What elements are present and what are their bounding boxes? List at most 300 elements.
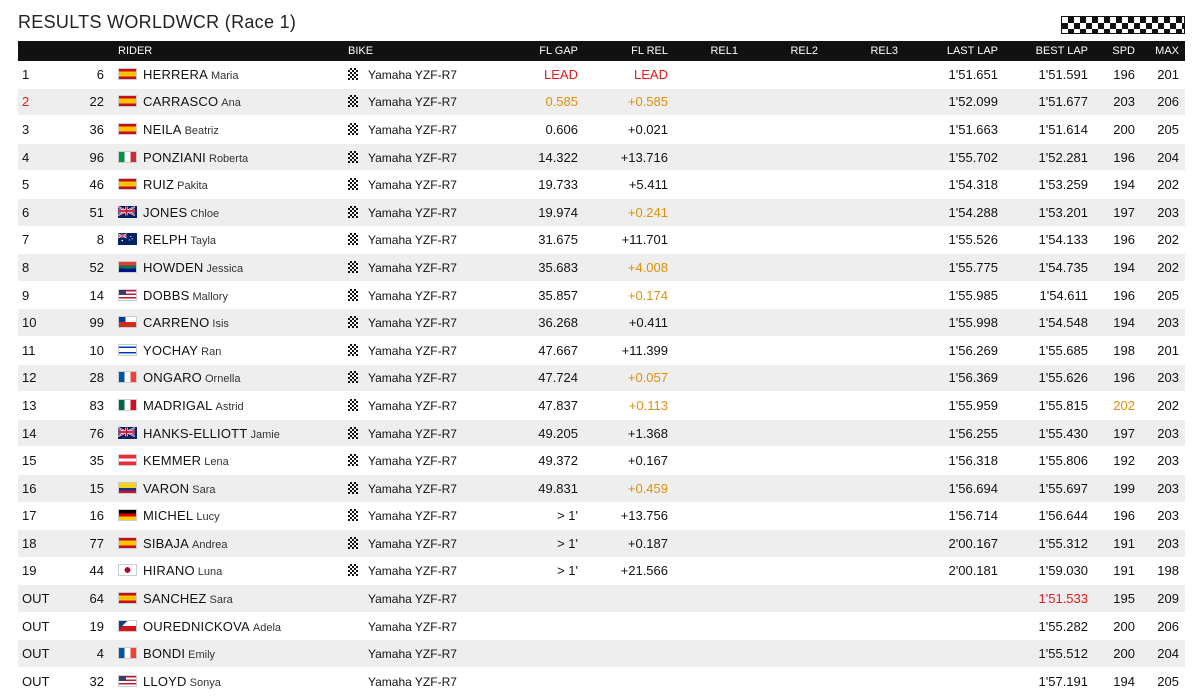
cell-rel1 <box>678 668 748 696</box>
cell-best-lap: 1'53.201 <box>1008 198 1098 226</box>
flag-de-icon <box>118 509 137 521</box>
flag-gb-icon <box>118 206 137 218</box>
checkered-flag-icon <box>348 454 358 466</box>
cell-rel3 <box>828 88 908 116</box>
table-row[interactable] <box>18 309 1185 337</box>
cell-position: 17 <box>22 508 37 524</box>
header-rel3: REL3 <box>828 41 908 61</box>
cell-fl-rel: +0.021 <box>627 121 668 137</box>
checkered-flag-icon <box>348 427 358 439</box>
header-spd: SPD <box>1098 41 1143 61</box>
table-row[interactable] <box>18 612 1185 640</box>
cell-bike <box>348 88 488 116</box>
cell-rel2 <box>748 254 828 282</box>
cell-number: 19 <box>89 618 104 634</box>
rider-surname: CARRENO <box>143 315 210 331</box>
cell-spd: 194 <box>1113 673 1135 689</box>
cell-rel3 <box>828 198 908 226</box>
cell-rel2 <box>748 612 828 640</box>
cell-fl-rel: +0.057 <box>588 364 678 392</box>
cell-spd: 194 <box>1113 177 1135 193</box>
cell-number: 99 <box>70 309 118 337</box>
cell-number: 4 <box>70 640 118 668</box>
cell-rider <box>118 116 348 144</box>
cell-fl-rel: +4.008 <box>588 254 678 282</box>
cell-position: 1 <box>22 66 30 82</box>
cell-rel3 <box>828 668 908 696</box>
flag-es-icon <box>118 68 137 80</box>
rider-surname: NEILA <box>143 121 182 137</box>
cell-fl-rel <box>588 612 678 640</box>
checkered-flag-icon <box>348 537 358 549</box>
header-best-lap: BEST LAP <box>1008 41 1098 61</box>
cell-rel2 <box>748 640 828 668</box>
table-row[interactable] <box>18 502 1185 530</box>
cell-best-lap: 1'55.685 <box>1038 342 1088 358</box>
cell-position: 3 <box>22 121 30 137</box>
table-row[interactable] <box>18 116 1185 144</box>
cell-rel2 <box>748 585 828 613</box>
cell-number: 8 <box>96 232 104 248</box>
cell-max: 203 <box>1143 474 1185 502</box>
cell-rel3 <box>828 309 908 337</box>
flag-it-icon <box>118 151 137 163</box>
rider-firstname: Mallory <box>192 290 228 303</box>
cell-bike <box>348 585 488 613</box>
table-row[interactable] <box>18 668 1185 696</box>
rider-firstname: Astrid <box>215 400 244 413</box>
cell-last-lap: 1'55.526 <box>948 232 998 248</box>
bike-model: Yamaha YZF-R7 <box>368 481 457 496</box>
cell-number: 52 <box>70 254 118 282</box>
cell-number: 51 <box>70 198 118 226</box>
cell-best-lap: 1'51.677 <box>1008 88 1098 116</box>
table-header-row <box>18 41 1185 61</box>
cell-position: 7 <box>22 232 30 248</box>
cell-rider <box>118 61 348 88</box>
cell-last-lap: 1'54.318 <box>948 177 998 193</box>
rider-surname: HANKS-ELLIOTT <box>143 425 248 441</box>
cell-fl-rel <box>588 640 678 668</box>
cell-best-lap: 1'51.614 <box>1038 121 1088 137</box>
table-row[interactable] <box>18 143 1185 171</box>
checkered-flag-icon <box>348 564 358 576</box>
cell-bike <box>348 143 488 171</box>
cell-best-lap: 1'51.533 <box>1008 585 1098 613</box>
cell-rel2 <box>748 668 828 696</box>
cell-fl-rel: +0.113 <box>628 397 668 413</box>
cell-bike <box>348 254 488 282</box>
checkered-flag-icon <box>348 316 358 328</box>
cell-fl-gap: 47.667 <box>538 342 578 358</box>
cell-best-lap: 1'57.191 <box>1038 673 1088 689</box>
cell-rel2 <box>748 88 828 116</box>
cell-rel2 <box>748 557 828 585</box>
cell-rel3 <box>828 364 908 392</box>
cell-rider <box>118 364 348 392</box>
cell-rel3 <box>828 281 908 309</box>
cell-spd: 191 <box>1113 563 1135 579</box>
cell-best-lap: 1'55.806 <box>1038 453 1088 469</box>
bike-model: Yamaha YZF-R7 <box>368 371 457 386</box>
bike-model: Yamaha YZF-R7 <box>368 122 457 137</box>
cell-position: 15 <box>22 453 37 469</box>
rider-firstname: Andrea <box>192 538 228 551</box>
cell-last-lap: 1'55.959 <box>948 397 998 413</box>
cell-spd: 191 <box>1098 530 1143 558</box>
cell-spd: 195 <box>1098 585 1143 613</box>
cell-last-lap: 1'56.714 <box>948 508 998 524</box>
cell-rel3 <box>828 530 908 558</box>
cell-last-lap: 1'55.702 <box>908 143 1008 171</box>
cell-rider <box>118 88 348 116</box>
cell-position: 14 <box>18 419 70 447</box>
cell-spd: 197 <box>1098 419 1143 447</box>
cell-last-lap: 1'51.651 <box>948 66 998 82</box>
rider-surname: DOBBS <box>143 287 190 303</box>
cell-rel1 <box>678 61 748 88</box>
cell-fl-gap: 35.683 <box>488 254 588 282</box>
cell-bike <box>348 364 488 392</box>
cell-spd: 203 <box>1098 88 1143 116</box>
checkered-flag-icon <box>348 509 358 521</box>
cell-rider <box>118 502 348 530</box>
bike-model: Yamaha YZF-R7 <box>368 592 457 607</box>
checkered-flag-icon <box>348 206 358 218</box>
cell-rel2 <box>748 61 828 88</box>
cell-max: 203 <box>1157 453 1179 469</box>
rider-surname: RELPH <box>143 232 188 248</box>
cell-rel2 <box>748 474 828 502</box>
cell-bike <box>348 474 488 502</box>
cell-rel3 <box>828 116 908 144</box>
cell-last-lap <box>908 585 1008 613</box>
bike-model: Yamaha YZF-R7 <box>368 95 457 110</box>
bike-model: Yamaha YZF-R7 <box>368 674 457 689</box>
cell-rel1 <box>678 640 748 668</box>
checkered-flag-icon <box>348 371 358 383</box>
rider-surname: CARRASCO <box>143 94 219 110</box>
rider-surname: HOWDEN <box>143 259 204 275</box>
cell-rider <box>118 254 348 282</box>
cell-fl-rel: +13.716 <box>588 143 678 171</box>
cell-rel1 <box>678 419 748 447</box>
cell-max: 203 <box>1143 309 1185 337</box>
table-row[interactable] <box>18 88 1185 116</box>
header-fl-gap: FL GAP <box>488 41 588 61</box>
cell-rel1 <box>678 530 748 558</box>
cell-best-lap: 1'51.591 <box>1038 66 1088 82</box>
rider-firstname: Ran <box>201 345 222 358</box>
cell-fl-gap: 49.205 <box>488 419 588 447</box>
flag-us-icon <box>118 675 137 687</box>
cell-best-lap: 1'55.282 <box>1038 618 1088 634</box>
cell-position: 18 <box>18 530 70 558</box>
cell-spd: 200 <box>1098 640 1143 668</box>
cell-number: 76 <box>70 419 118 447</box>
cell-rider <box>118 585 348 613</box>
flag-es-icon <box>118 537 137 549</box>
table-row[interactable] <box>18 474 1185 502</box>
cell-fl-rel: +21.566 <box>620 563 668 579</box>
table-row[interactable] <box>18 557 1185 585</box>
cell-number: 83 <box>89 397 104 413</box>
checkered-flag-icon <box>348 344 358 356</box>
cell-fl-gap: LEAD <box>544 66 578 82</box>
cell-rel2 <box>748 281 828 309</box>
table-row[interactable] <box>18 530 1185 558</box>
bike-model: Yamaha YZF-R7 <box>368 619 457 634</box>
table-row[interactable] <box>18 281 1185 309</box>
cell-position: 4 <box>18 143 70 171</box>
cell-rel3 <box>828 61 908 88</box>
rider-firstname: Tayla <box>190 235 217 248</box>
cell-number: 22 <box>70 88 118 116</box>
bike-model: Yamaha YZF-R7 <box>368 454 457 469</box>
cell-rel3 <box>828 612 908 640</box>
cell-fl-gap <box>488 612 588 640</box>
cell-bike <box>348 447 488 475</box>
bike-model: Yamaha YZF-R7 <box>368 647 457 662</box>
bike-model: Yamaha YZF-R7 <box>368 564 457 579</box>
cell-best-lap: 1'56.644 <box>1038 508 1088 524</box>
rider-surname: RUIZ <box>143 177 175 193</box>
cell-rel3 <box>828 502 908 530</box>
cell-bike <box>348 612 488 640</box>
cell-spd: 202 <box>1113 397 1135 413</box>
cell-bike <box>348 419 488 447</box>
table-row[interactable] <box>18 419 1185 447</box>
cell-rel1 <box>678 585 748 613</box>
cell-rel3 <box>828 254 908 282</box>
cell-position: OUT <box>22 618 50 634</box>
cell-number: 14 <box>89 287 104 303</box>
cell-spd: 194 <box>1098 309 1143 337</box>
flag-cz-icon <box>118 620 137 632</box>
cell-number: 36 <box>89 121 104 137</box>
rider-firstname: Lucy <box>196 511 220 524</box>
cell-max: 205 <box>1157 673 1179 689</box>
cell-best-lap: 1'55.626 <box>1008 364 1098 392</box>
cell-rel3 <box>828 143 908 171</box>
cell-rel3 <box>828 226 908 254</box>
cell-rel1 <box>678 612 748 640</box>
cell-best-lap: 1'54.548 <box>1008 309 1098 337</box>
table-row[interactable] <box>18 364 1185 392</box>
rider-surname: PONZIANI <box>143 149 206 165</box>
rider-surname: BONDI <box>143 646 186 662</box>
cell-rider <box>118 171 348 199</box>
checkered-flag-icon <box>348 233 358 245</box>
cell-number: 96 <box>70 143 118 171</box>
cell-bike <box>348 309 488 337</box>
cell-rel2 <box>748 419 828 447</box>
table-row[interactable] <box>18 198 1185 226</box>
cell-position: 8 <box>18 254 70 282</box>
cell-fl-gap <box>488 585 588 613</box>
cell-rel3 <box>828 585 908 613</box>
cell-fl-rel: +0.459 <box>588 474 678 502</box>
cell-fl-gap: 19.733 <box>538 177 578 193</box>
cell-spd: 199 <box>1098 474 1143 502</box>
cell-bike <box>348 61 488 88</box>
table-row[interactable] <box>18 447 1185 475</box>
cell-bike <box>348 557 488 585</box>
cell-number: 15 <box>70 474 118 502</box>
cell-fl-gap: 19.974 <box>488 198 588 226</box>
cell-rel1 <box>678 447 748 475</box>
cell-rel1 <box>678 198 748 226</box>
cell-last-lap: 1'56.369 <box>908 364 1008 392</box>
cell-position: 11 <box>22 342 36 358</box>
cell-last-lap: 1'51.663 <box>948 121 998 137</box>
cell-rel3 <box>828 392 908 420</box>
bike-model: Yamaha YZF-R7 <box>368 67 457 82</box>
cell-fl-gap: 49.831 <box>488 474 588 502</box>
cell-rel2 <box>748 447 828 475</box>
rider-firstname: Adela <box>252 621 282 634</box>
checkered-flag-icon <box>348 289 358 301</box>
cell-bike <box>348 116 488 144</box>
cell-bike <box>348 198 488 226</box>
cell-spd: 192 <box>1113 453 1135 469</box>
cell-spd: 197 <box>1098 198 1143 226</box>
cell-bike <box>348 502 488 530</box>
cell-last-lap: 1'52.099 <box>908 88 1008 116</box>
cell-rel2 <box>748 392 828 420</box>
cell-rel2 <box>748 143 828 171</box>
bike-model: Yamaha YZF-R7 <box>368 205 457 220</box>
rider-firstname: Chloe <box>190 207 220 220</box>
flag-co-icon <box>118 482 137 494</box>
cell-last-lap: 2'00.181 <box>948 563 998 579</box>
cell-spd: 196 <box>1113 232 1135 248</box>
cell-number: 35 <box>89 453 104 469</box>
cell-fl-rel: +0.187 <box>588 530 678 558</box>
cell-rel1 <box>678 171 748 199</box>
cell-rel3 <box>828 557 908 585</box>
rider-firstname: Lena <box>204 456 229 469</box>
results-table-body <box>18 61 1185 695</box>
rider-firstname: Ana <box>221 97 241 110</box>
cell-fl-rel: +13.756 <box>620 508 668 524</box>
header-rel1: REL1 <box>678 41 748 61</box>
cell-fl-gap: 49.372 <box>538 453 578 469</box>
cell-last-lap <box>908 612 1008 640</box>
cell-max: 203 <box>1143 364 1185 392</box>
cell-number: 77 <box>70 530 118 558</box>
flag-au-icon <box>118 233 137 245</box>
cell-number: 64 <box>70 585 118 613</box>
rider-surname: OUREDNICKOVA <box>143 618 250 634</box>
cell-rel1 <box>678 309 748 337</box>
checkered-flag-icon <box>348 151 358 163</box>
flag-us-icon <box>118 289 137 301</box>
table-row[interactable] <box>18 585 1185 613</box>
cell-best-lap: 1'55.697 <box>1008 474 1098 502</box>
cell-rel1 <box>678 474 748 502</box>
rider-firstname: Jamie <box>250 428 280 441</box>
table-row[interactable] <box>18 61 1185 88</box>
rider-firstname: Sonya <box>189 676 221 689</box>
cell-last-lap: 2'00.167 <box>908 530 1008 558</box>
table-row[interactable] <box>18 226 1185 254</box>
flag-es-icon <box>118 123 137 135</box>
cell-rel1 <box>678 254 748 282</box>
cell-position: 5 <box>22 177 30 193</box>
flag-gb-icon <box>118 427 137 439</box>
cell-position: 9 <box>22 287 30 303</box>
cell-rel2 <box>748 116 828 144</box>
cell-bike <box>348 392 488 420</box>
cell-rel3 <box>828 336 908 364</box>
cell-rel3 <box>828 640 908 668</box>
table-row[interactable] <box>18 254 1185 282</box>
bike-model: Yamaha YZF-R7 <box>368 288 457 303</box>
table-row[interactable] <box>18 640 1185 668</box>
checkered-flag-icon <box>348 178 358 190</box>
cell-max: 205 <box>1157 287 1179 303</box>
cell-position: OUT <box>18 640 70 668</box>
bike-model: Yamaha YZF-R7 <box>368 178 457 193</box>
rider-surname: MICHEL <box>143 508 194 524</box>
table-row[interactable] <box>18 171 1185 199</box>
rider-firstname: Jessica <box>206 262 244 275</box>
cell-rel1 <box>678 116 748 144</box>
table-row[interactable] <box>18 336 1185 364</box>
cell-position: 13 <box>22 397 37 413</box>
cell-spd: 196 <box>1098 364 1143 392</box>
cell-rel3 <box>828 474 908 502</box>
cell-rider <box>118 640 348 668</box>
bike-model: Yamaha YZF-R7 <box>368 509 457 524</box>
bike-model: Yamaha YZF-R7 <box>368 316 457 331</box>
cell-rel1 <box>678 143 748 171</box>
cell-fl-gap: 31.675 <box>538 232 578 248</box>
cell-max: 204 <box>1143 640 1185 668</box>
cell-fl-gap: 47.724 <box>488 364 588 392</box>
cell-number: 16 <box>89 508 104 524</box>
cell-best-lap: 1'54.133 <box>1038 232 1088 248</box>
cell-max: 209 <box>1143 585 1185 613</box>
rider-surname: MADRIGAL <box>143 397 213 413</box>
cell-last-lap: 1'55.985 <box>948 287 998 303</box>
cell-rel2 <box>748 364 828 392</box>
rider-firstname: Beatriz <box>184 124 219 137</box>
cell-best-lap: 1'55.815 <box>1038 397 1088 413</box>
cell-fl-gap: > 1' <box>557 563 578 579</box>
rider-firstname: Pakita <box>177 180 208 193</box>
cell-rider <box>118 336 348 364</box>
cell-rel2 <box>748 198 828 226</box>
cell-last-lap: 1'56.694 <box>908 474 1008 502</box>
cell-number: 28 <box>70 364 118 392</box>
cell-fl-rel: +1.368 <box>588 419 678 447</box>
cell-max: 206 <box>1157 618 1179 634</box>
cell-position: 16 <box>18 474 70 502</box>
flag-mx-icon <box>118 399 137 411</box>
cell-fl-rel: +0.174 <box>627 287 668 303</box>
cell-fl-rel: +0.167 <box>627 453 668 469</box>
cell-fl-rel: +0.411 <box>588 309 678 337</box>
table-row[interactable] <box>18 392 1185 420</box>
cell-rel1 <box>678 226 748 254</box>
bike-model: Yamaha YZF-R7 <box>368 536 457 551</box>
cell-max: 206 <box>1143 88 1185 116</box>
rider-firstname: Isis <box>212 318 229 331</box>
cell-best-lap: 1'52.281 <box>1008 143 1098 171</box>
cell-max: 203 <box>1143 530 1185 558</box>
